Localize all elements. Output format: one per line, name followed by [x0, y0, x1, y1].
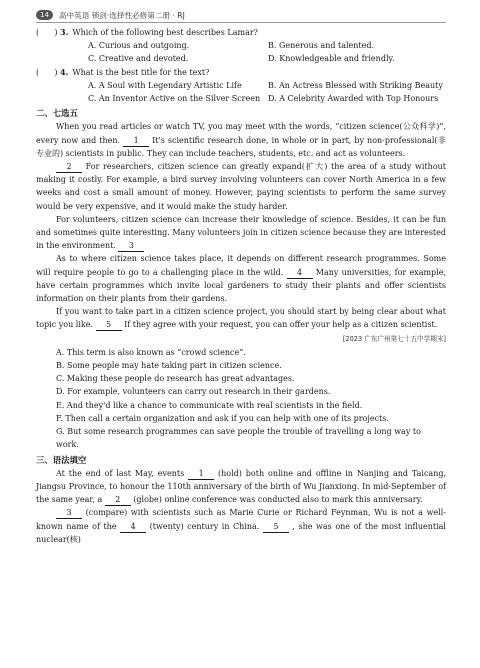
- blank-5[interactable]: 5: [96, 320, 122, 331]
- choice-options: [36, 346, 446, 452]
- paragraph-text: It's scientific research done, in whole or in part, by non-professional(非专业的) scientists in public. They can include teachers, students, etc. and act as volunteers.: [36, 135, 446, 158]
- content: [36, 26, 446, 546]
- blank-3[interactable]: 3: [56, 508, 82, 519]
- paragraph-text: When you read articles or watch TV, you may meet with the words, “citizen science(公众科学)”, every now and then.: [36, 122, 446, 145]
- choice-f[interactable]: F. Then call a certain organization and ask if you can help with one of its projects.: [56, 413, 389, 423]
- paragraph-text: If you want to take part in a citizen science project, you should start by being clear about what topic you like.: [36, 307, 446, 330]
- option-b[interactable]: B. Generous and talented.: [268, 41, 375, 51]
- blank-1[interactable]: 1: [188, 469, 214, 480]
- choice-g[interactable]: G. But some research programmes can save people the trouble of travelling a long way to work.: [56, 427, 421, 450]
- section-title: 三、语法填空: [36, 454, 87, 465]
- source-note: [2023 广东广州第七十五中学期末]: [342, 334, 446, 343]
- option-d[interactable]: D. Knowledgeable and friendly.: [268, 54, 395, 64]
- paragraph-text: (compare) with scientists such as Marie Curie or Richard Feynman, Wu is not a well-known name of the: [36, 508, 447, 531]
- choice-c[interactable]: C. Making these people do research has great advantages.: [56, 374, 295, 384]
- paragraph-text: (globe) online conference was conducted also to mark this anniversary.: [133, 495, 423, 505]
- question-number: 4.: [60, 66, 69, 77]
- blank-1[interactable]: 1: [123, 136, 149, 147]
- option-c[interactable]: C. An Inventor Active on the Silver Screen: [88, 94, 261, 104]
- question-number: 3.: [60, 27, 69, 37]
- section-title: 二、七选五: [36, 108, 78, 119]
- answer-paren[interactable]: ( ): [36, 67, 58, 77]
- blank-3[interactable]: 3: [118, 241, 144, 252]
- blank-2[interactable]: 2: [56, 162, 82, 173]
- choice-a[interactable]: A. This term is also known as “crowd science”.: [56, 347, 246, 357]
- page-number: 14: [36, 10, 53, 20]
- passage-paragraph-3: [36, 213, 446, 253]
- paragraph-text: For researchers, citizen science can greatly expand(扩大) the area of a study without making it costly. For example, a bird survey involving volunteers can cover North America in a few weeks and cost a small amount of money. However, paying scientists to perform the same survey would be very expensive, and it would make the study harder.: [36, 162, 447, 211]
- paragraph-text: For volunteers, citizen science can increase their knowledge of science. Besides, it can be fun and sometimes quite interesting. Many volunteers join in citizen science because they are interested in the environment.: [36, 214, 447, 251]
- choice-d[interactable]: D. For example, volunteers can carry out research in their gardens.: [56, 387, 331, 397]
- page-header: [36, 8, 446, 22]
- option-c[interactable]: C. Creative and devoted.: [88, 54, 189, 64]
- passage-paragraph-2: [36, 160, 446, 213]
- paragraph-text: As to where citizen science takes place, it depends on different research programmes. Some will require people to go to a challenging place in the wild.: [36, 254, 446, 277]
- option-b[interactable]: B. An Actress Blessed with Striking Beauty: [268, 80, 443, 90]
- question-3-options: [88, 39, 446, 65]
- paragraph-text: , she was one of the most influential nuclear(核): [36, 521, 446, 544]
- option-a[interactable]: A. A Soul with Legendary Artistic Life: [88, 80, 242, 90]
- grammar-paragraph-2: [36, 506, 446, 546]
- paragraph-text: (hold) both online and offline in Nanjing and Taicang, Jiangsu Province, to honour the 110th anniversary of the birth of Wu Jianxiong. In mid-September of the same year, a: [36, 468, 447, 505]
- question-3: [36, 26, 446, 39]
- paragraph-text: Many universities, for example, have certain programmes which invite local gardeners to study their plants and offer scientists information on their plants from their gardens.: [36, 267, 447, 304]
- blank-4[interactable]: 4: [287, 268, 313, 279]
- choice-e[interactable]: E. And they'd like a chance to communicate with real scientists in the field.: [56, 400, 363, 410]
- blank-5[interactable]: 5: [263, 522, 289, 533]
- passage-paragraph-1: [36, 120, 446, 160]
- question-stem: What is the best title for the text?: [72, 67, 210, 77]
- option-d[interactable]: D. A Celebrity Awarded with Top Honours: [268, 94, 439, 104]
- answer-paren[interactable]: ( ): [36, 28, 58, 37]
- question-4-options: [88, 79, 446, 105]
- paragraph-text: At the end of last May, events: [56, 468, 185, 478]
- choice-b[interactable]: B. Some people may hate taking part in citizen science.: [56, 361, 282, 371]
- passage-paragraph-4: [36, 252, 446, 305]
- option-a[interactable]: A. Curious and outgoing.: [88, 41, 190, 51]
- passage-paragraph-5: [36, 305, 446, 331]
- source-wrap: [36, 332, 446, 346]
- question-stem: Which of the following best describes Lamar?: [72, 28, 258, 37]
- blank-2[interactable]: 2: [105, 495, 131, 506]
- paragraph-text: If they agree with your request, you can offer your help as a citizen scientist.: [124, 320, 438, 330]
- blank-4[interactable]: 4: [120, 522, 146, 533]
- question-4: [36, 66, 446, 79]
- paragraph-text: (twenty) century in China.: [149, 521, 260, 531]
- header-divider: [36, 22, 446, 23]
- book-title: 高中英语 锁剑·选择性必修第二册 · RJ: [58, 10, 185, 20]
- grammar-paragraph-1: [36, 467, 446, 507]
